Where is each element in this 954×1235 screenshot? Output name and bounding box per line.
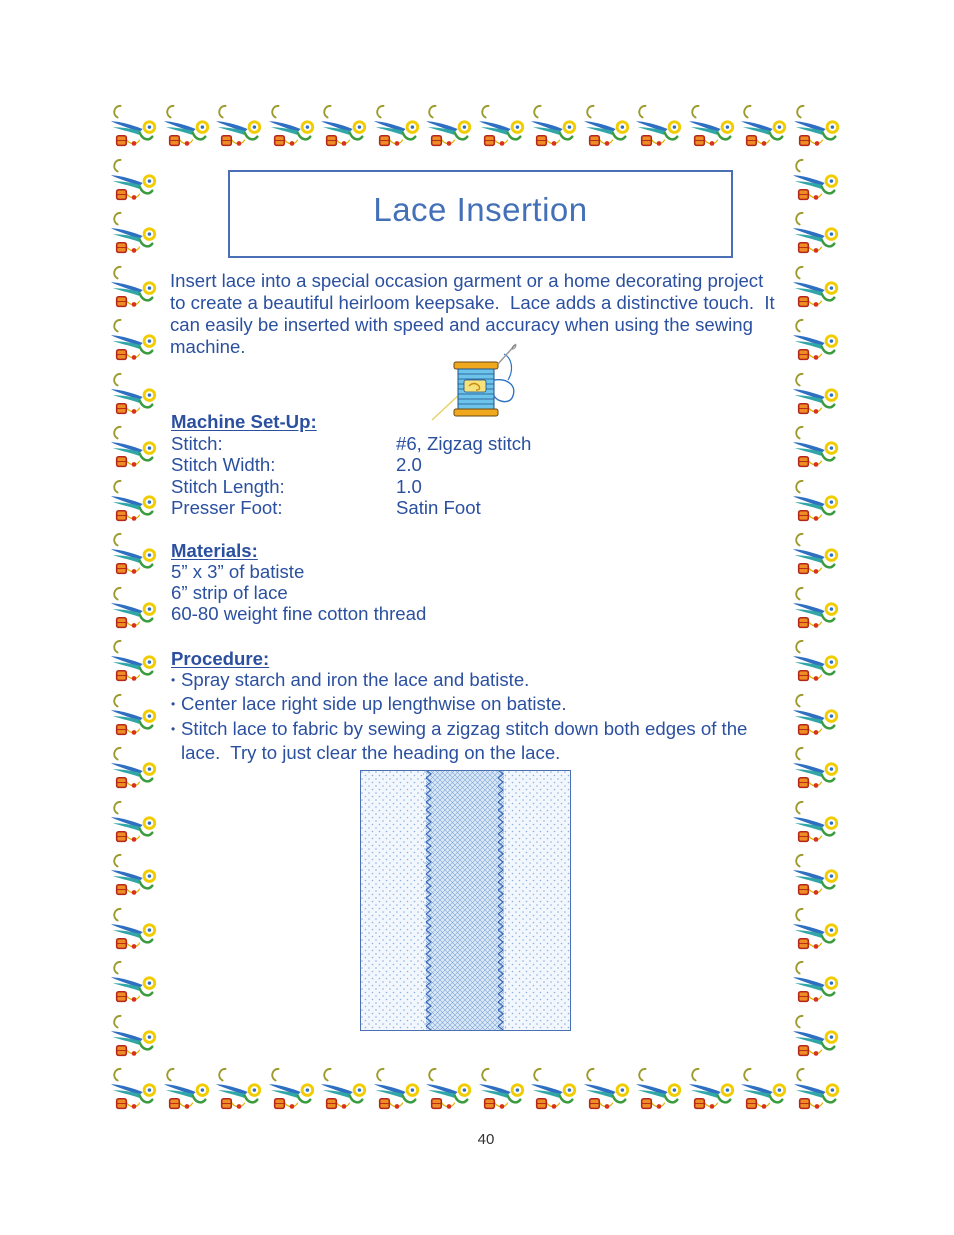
scissors-thread-icon xyxy=(633,103,685,155)
scissors-thread-icon xyxy=(423,103,475,155)
scissors-thread-icon xyxy=(213,1066,265,1118)
scissors-thread-icon xyxy=(476,1066,528,1118)
scissors-thread-icon xyxy=(108,371,160,423)
scissors-thread-icon xyxy=(108,103,160,155)
scissors-thread-icon xyxy=(790,1013,842,1065)
scissors-thread-icon xyxy=(790,157,842,209)
scissors-thread-icon xyxy=(791,103,843,155)
scissors-thread-icon xyxy=(791,1066,843,1118)
bullet: • xyxy=(171,673,176,688)
scissors-thread-icon xyxy=(790,745,842,797)
setup-value: #6, Zigzag stitch xyxy=(396,432,532,454)
scissors-thread-icon xyxy=(528,103,580,155)
scissors-thread-icon xyxy=(790,424,842,476)
intro-line: can easily be inserted with speed and accuracy when using the sewing xyxy=(170,314,753,335)
zigzag-stitch-left xyxy=(423,771,432,1030)
procedure-section xyxy=(171,648,747,763)
bullet: • xyxy=(171,697,176,712)
scissors-thread-icon xyxy=(790,317,842,369)
intro-line: Insert lace into a special occasion garment or a home decorating project xyxy=(170,270,764,291)
step-text-continued: lace. Try to just clear the heading on the lace. xyxy=(181,741,561,763)
setup-row-stitch-width xyxy=(171,454,531,476)
scissors-thread-icon xyxy=(108,799,160,851)
scissors-thread-icon xyxy=(581,103,633,155)
scissors-thread-icon xyxy=(790,264,842,316)
scissors-thread-icon xyxy=(108,157,160,209)
scissors-thread-icon xyxy=(266,103,318,155)
material-item: 5” x 3” of batiste xyxy=(171,561,305,582)
step-text: Center lace right side up lengthwise on batiste. xyxy=(181,693,567,715)
setup-label: Stitch Width: xyxy=(171,454,276,475)
lace-insertion-diagram xyxy=(360,770,571,1031)
scissors-thread-icon xyxy=(790,692,842,744)
scissors-thread-icon xyxy=(318,1066,370,1118)
scissors-thread-icon xyxy=(790,210,842,262)
scissors-thread-icon xyxy=(790,478,842,530)
intro-line: to create a beautiful heirloom keepsake. Lace adds a distinctive touch. It xyxy=(170,292,775,313)
page-title: Lace Insertion xyxy=(373,191,588,228)
procedure-step xyxy=(171,718,747,763)
bullet: • xyxy=(171,721,176,736)
materials-section xyxy=(171,540,426,624)
scissors-thread-icon xyxy=(790,852,842,904)
scissors-thread-icon xyxy=(108,745,160,797)
setup-row-stitch-length xyxy=(171,476,531,498)
scissors-thread-icon xyxy=(108,531,160,583)
scissors-thread-icon xyxy=(108,852,160,904)
machine-setup-heading: Machine Set-Up: xyxy=(171,411,317,432)
scissors-thread-icon xyxy=(108,906,160,958)
scissors-thread-icon xyxy=(108,478,160,530)
scissors-thread-icon xyxy=(790,799,842,851)
lace-strip xyxy=(426,771,504,1030)
setup-label: Stitch: xyxy=(171,432,223,454)
setup-value: 1.0 xyxy=(396,475,422,497)
scissors-thread-icon xyxy=(108,638,160,690)
setup-row-presser-foot xyxy=(171,497,531,519)
scissors-thread-icon xyxy=(371,103,423,155)
zigzag-stitch-right xyxy=(497,771,506,1030)
procedure-heading: Procedure: xyxy=(171,648,270,669)
scissors-thread-icon xyxy=(108,585,160,637)
machine-setup-section xyxy=(171,411,531,519)
setup-value: Satin Foot xyxy=(396,497,481,518)
scissors-thread-icon xyxy=(738,103,790,155)
scissors-thread-icon xyxy=(790,531,842,583)
scissors-thread-icon xyxy=(108,210,160,262)
scissors-thread-icon xyxy=(790,638,842,690)
scissors-thread-icon xyxy=(790,585,842,637)
scissors-thread-icon xyxy=(161,1066,213,1118)
procedure-step xyxy=(171,693,747,717)
scissors-thread-icon xyxy=(108,1066,160,1118)
setup-row-stitch xyxy=(171,433,531,455)
scissors-thread-icon xyxy=(161,103,213,155)
scissors-thread-icon xyxy=(738,1066,790,1118)
intro-line: machine. xyxy=(170,336,246,357)
materials-heading: Materials: xyxy=(171,540,258,561)
title-box xyxy=(228,170,733,258)
scissors-thread-icon xyxy=(686,1066,738,1118)
page-number: 40 xyxy=(477,1131,495,1148)
scissors-thread-icon xyxy=(213,103,265,155)
scissors-thread-icon xyxy=(790,959,842,1011)
scissors-thread-icon xyxy=(423,1066,475,1118)
scissors-thread-icon xyxy=(581,1066,633,1118)
scissors-thread-icon xyxy=(108,424,160,476)
scissors-thread-icon xyxy=(108,1013,160,1065)
step-text: Stitch lace to fabric by sewing a zigzag stitch down both edges of the xyxy=(181,717,748,739)
scissors-thread-icon xyxy=(108,264,160,316)
scissors-thread-icon xyxy=(790,906,842,958)
scissors-thread-icon xyxy=(633,1066,685,1118)
material-item: 6” strip of lace xyxy=(171,582,288,603)
scissors-thread-icon xyxy=(476,103,528,155)
setup-label: Presser Foot: xyxy=(171,497,283,518)
step-text: Spray starch and iron the lace and batiste. xyxy=(181,669,530,691)
scissors-thread-icon xyxy=(108,959,160,1011)
scissors-thread-icon xyxy=(790,371,842,423)
scissors-thread-icon xyxy=(686,103,738,155)
scissors-thread-icon xyxy=(528,1066,580,1118)
scissors-thread-icon xyxy=(318,103,370,155)
material-item: 60-80 weight fine cotton thread xyxy=(171,603,427,624)
setup-value: 2.0 xyxy=(396,454,422,475)
scissors-thread-icon xyxy=(108,317,160,369)
scissors-thread-icon xyxy=(371,1066,423,1118)
scissors-thread-icon xyxy=(266,1066,318,1118)
setup-label: Stitch Length: xyxy=(171,475,285,497)
procedure-step xyxy=(171,669,747,693)
scissors-thread-icon xyxy=(108,692,160,744)
